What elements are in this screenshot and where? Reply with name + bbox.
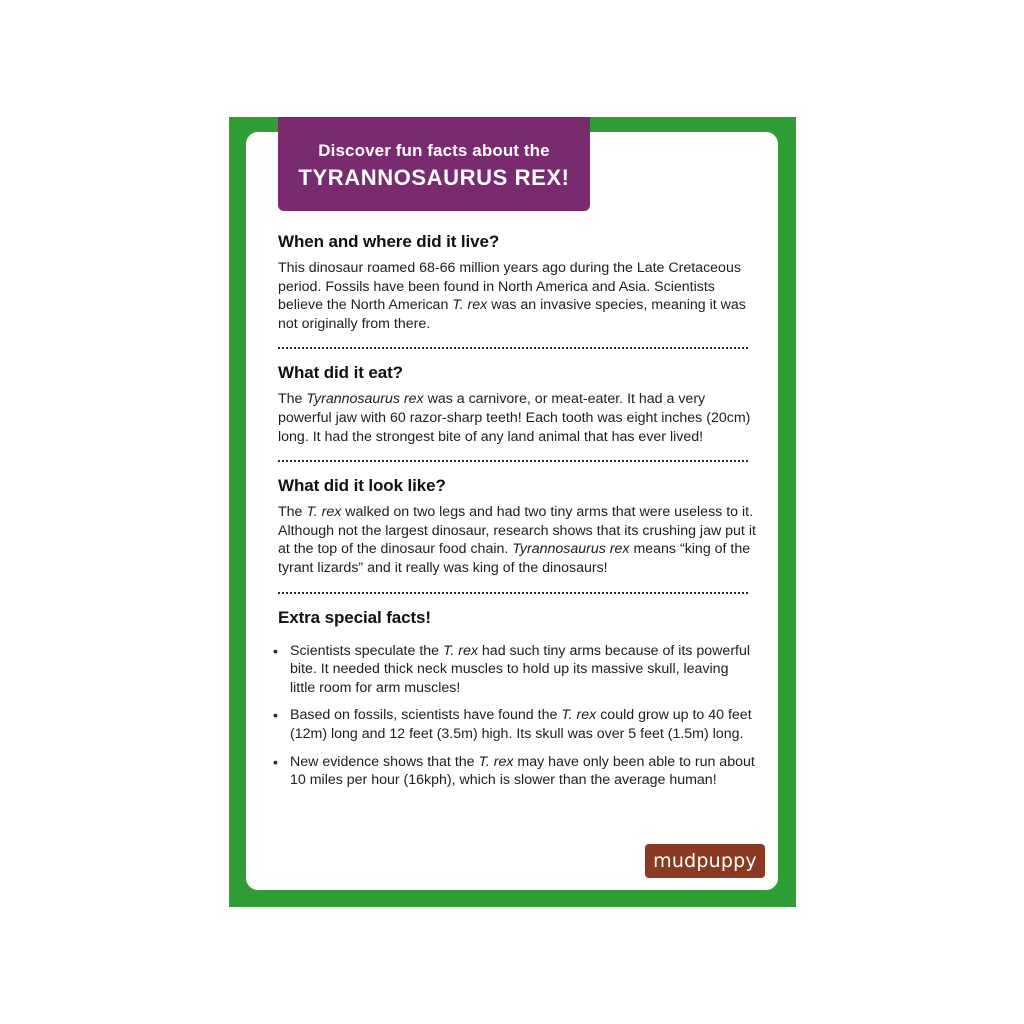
section-appearance	[278, 476, 756, 577]
title-line-1: Discover fun facts about the	[318, 141, 550, 160]
section-text: The Tyrannosaurus rex was a carnivore, or meat-eater. It had a very powerful jaw with 60 razor-sharp teeth! Each tooth was eight inches (20cm) long. It had the strongest bite of any land animal that has ever lived!	[278, 391, 751, 445]
section-heading: What did it look like?	[278, 476, 446, 496]
section-heading: When and where did it live?	[278, 232, 500, 251]
brand-logo: mudpuppy	[645, 844, 765, 878]
section-heading: What did it eat?	[278, 363, 403, 383]
section-diet	[278, 363, 756, 446]
list-item: • New evidence shows that the T. rex may have only been able to run about 10 miles per hour (16kph), which is slower than the average human!	[278, 753, 756, 790]
dotted-divider	[278, 347, 748, 349]
section-extra-facts	[278, 608, 756, 790]
section-text: The T. rex walked on two legs and had two tiny arms that were useless to it. Although not the largest dinosaur, research shows that its crushing jaw put it at the top of the dinosaur food chain. Tyrannosaurus rex means “king of the tyrant lizards” and it really was king of the dinosaurs!	[278, 504, 756, 576]
dotted-divider	[278, 592, 748, 594]
facts-list	[278, 642, 756, 790]
dotted-divider	[278, 460, 748, 462]
facts-content	[278, 232, 756, 799]
title-line-2: TYRANNOSAURUS REX!	[298, 165, 570, 190]
section-heading: Extra special facts!	[278, 607, 431, 627]
title-banner	[278, 117, 590, 211]
section-when-where	[278, 232, 756, 333]
list-item: • Scientists speculate the T. rex had such tiny arms because of its powerful bite. It needed thick neck muscles to hold up its massive skull, leaving little room for arm muscles!	[278, 642, 756, 698]
section-text: This dinosaur roamed 68-66 million years ago during the Late Cretaceous period. Fossils have been found in North America and Asia. Scientists believe the North American T. rex was an invasive species, meaning it was not originally from there.	[278, 260, 746, 332]
list-item: • Based on fossils, scientists have found the T. rex could grow up to 40 feet (12m) long and 12 feet (3.5m) high. Its skull was over 5 feet (1.5m) long.	[278, 706, 756, 743]
